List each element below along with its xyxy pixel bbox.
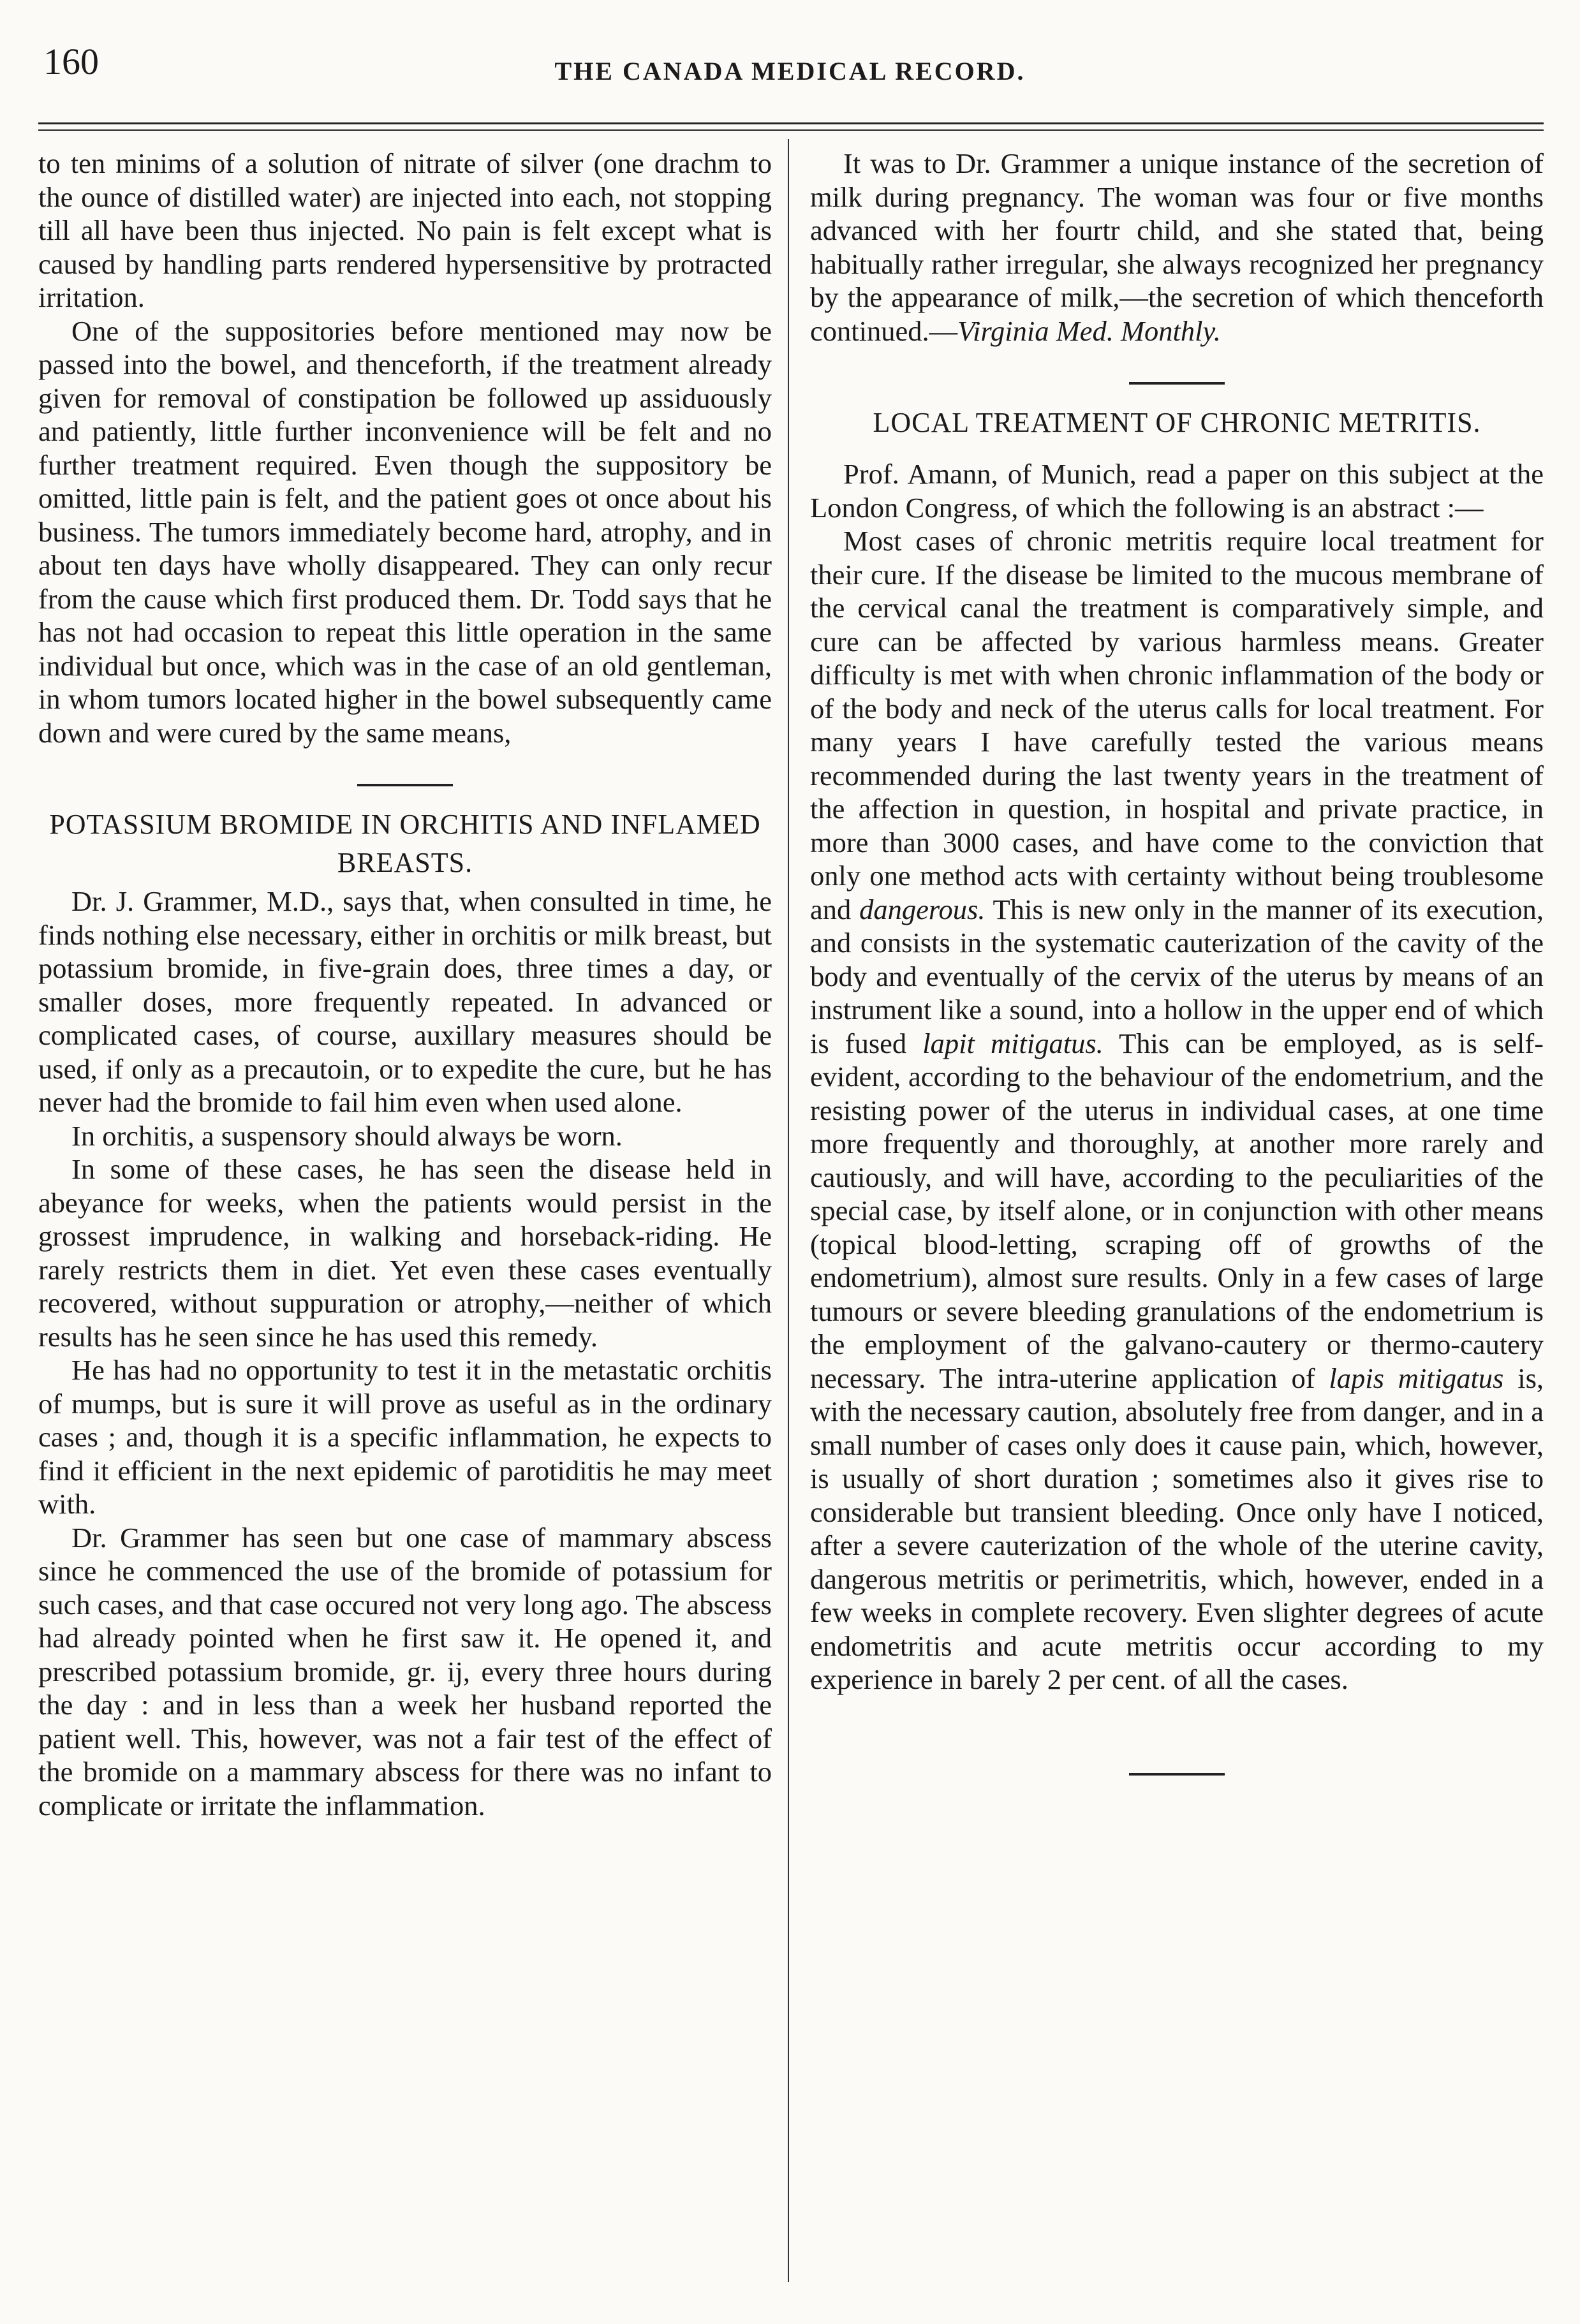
paragraph: One of the suppositories before mentioned may now be passed into the bowel, and thenceforth, if the treatment already given for removal of constipation be followed up assiduously and patiently, little further inconvenience will be felt and no further treatment required. Even though the suppository be omitted, little pain is felt, and the patient goes ot once about his business. The tumors immediately become hard, atrophy, and in about ten days have wholly disappeared. They can only recur from the cause which first produced them. Dr. Todd says that he has not had occasion to repeat this little operation in the same individual but once, which was in the case of an old gentleman, in whom tumors located higher in the bowel subsequently came down and were cured by the same means, <box>38 314 772 749</box>
paragraph <box>810 147 1544 348</box>
emphasis: dangerous. <box>859 893 986 925</box>
paragraph: He has had no opportunity to test it in the metastatic orchitis of mumps, but is sure it will prove as useful as in the ordinary cases ; and, though it is a specific inflammation, he expects to find it efficient in the next epidemic of parotiditis he may meet with. <box>38 1354 772 1520</box>
paragraph-text: is, with the necessary caution, absolutely free from danger, and in a small number of cases only does it cause pain, which, however, is usually of short duration ; sometimes also it gives rise to considerable but transient bleeding. Once only have I noticed, after a severe cauterization of the whole of the uterine cavity, dangerous metritis or perimetritis, which, however, ended in a few weeks in complete recovery. Even slighter degrees of acute endometritis and acute metritis occur according to my experience in barely 2 per cent. of all the cases. <box>810 1362 1544 1695</box>
paragraph-text: This is new only in the manner of its execution, and consists in the systematic cauterization of the cavity of the body and eventually of the cervix of the uterus by means of an instrument like a sound, into a hollow in the upper end of which is fused <box>810 893 1544 1059</box>
paragraph: In some of these cases, he has seen the disease held in abeyance for weeks, when the patients would persist in the grossest imprudence, in walking and horseback-riding. He rarely restricts them in diet. Yet even these cases eventually recovered, without suppuration or atrophy,—neither of which results has he seen since he has used this remedy. <box>38 1153 772 1353</box>
right-column <box>810 147 1544 1776</box>
paragraph <box>810 524 1544 1696</box>
paragraph-text: This can be employed, as is self-evident, according to the behaviour of the endometrium, and the resisting power of the uterus in individual cases, at one time more frequently and thoroughly, at another more rarely and cautiously, and will have, according to the peculiarities of the special case, by itself alone, or in conjunction with other means (topical blood-letting, scraping off of growths of the endometrium), almost sure results. Only in a few cases of large tumours or severe bleeding granulations of the endometrium is the employment of the galvano-cautery or thermo-cautery necessary. The intra-uterine application of <box>810 1027 1544 1394</box>
section-heading: POTASSIUM BROMIDE IN ORCHITIS AND INFLAMED BREASTS. <box>49 809 761 878</box>
section-heading: LOCAL TREATMENT OF CHRONIC METRITIS. <box>873 407 1481 438</box>
paragraph: In orchitis, a suspensory should always be worn. <box>71 1119 623 1152</box>
paragraph: Prof. Amann, of Munich, read a paper on this subject at the London Congress, of which the following is an abstract :— <box>810 458 1544 524</box>
emphasis: lapis mitigatus <box>1329 1362 1504 1394</box>
page-header <box>0 0 1580 128</box>
emphasis: lapit mitigatus. <box>922 1027 1104 1059</box>
paragraph-text: Most cases of chronic metritis require local treatment for their cure. If the disease be limited to the mucous membrane of the cervical canal the treatment is comparatively simple, and cure can be affected by various harmless means. Greater difficulty is met with when chronic inflammation of the body or of the body and neck of the uterus calls for local treatment. For many years I have carefully tested the various means recommended during the last twenty years in the treatment of the affection in question, in hospital and private practice, in more than 3000 cases, and have come to the conviction that only one method acts with certainty without being troublesome and <box>810 525 1544 925</box>
section-separator <box>357 784 453 786</box>
paragraph: to ten minims of a solution of nitrate of silver (one drachm to the ounce of distilled water) are injected into each, not stopping till all have been thus injected. No pain is felt except what is caused by handling parts rendered hypersensitive by protracted irritation. <box>38 147 772 313</box>
section-separator <box>1129 1773 1225 1776</box>
citation: Virginia Med. Monthly. <box>957 314 1221 347</box>
left-column <box>38 147 772 1822</box>
paragraph: Dr. J. Grammer, M.D., says that, when consulted in time, he finds nothing else necessary, either in orchitis or milk breast, but potassium bromide, in five-grain does, three times a day, or smaller doses, more frequently repeated. In advanced or complicated cases, of course, auxillary measures should be used, if only as a precautoin, or to expedite the cure, but he has never had the bromide to fail him even when used alone. <box>38 885 772 1118</box>
section-separator <box>1129 382 1225 385</box>
header-rule-bottom <box>38 129 1544 131</box>
paragraph: Dr. Grammer has seen but one case of mammary abscess since he commenced the use of the bromide of potassium for such cases, and that case occured not very long ago. The abscess had already pointed when he first saw it. He opened it, and prescribed potassium bromide, gr. ij, every three hours during the day : and in less than a week her husband reported the patient well. This, however, was not a fair test of the effect of the bromide on a mammary abscess for there was no infant to complicate or irritate the inflammation. <box>38 1521 772 1821</box>
journal-title: THE CANADA MEDICAL RECORD. <box>554 57 1026 85</box>
column-divider <box>788 139 789 2282</box>
paragraph-text: It was to Dr. Grammer a unique instance of the secretion of milk during pregnancy. The woman was four or five months advanced with her fourtr child, and she stated that, being habitually rather irregular, she always recognized her pregnancy by the appearance of milk,—the secretion of which thenceforth continued.— <box>810 147 1544 347</box>
header-rule-top <box>38 122 1544 124</box>
page-number: 160 <box>43 41 99 82</box>
